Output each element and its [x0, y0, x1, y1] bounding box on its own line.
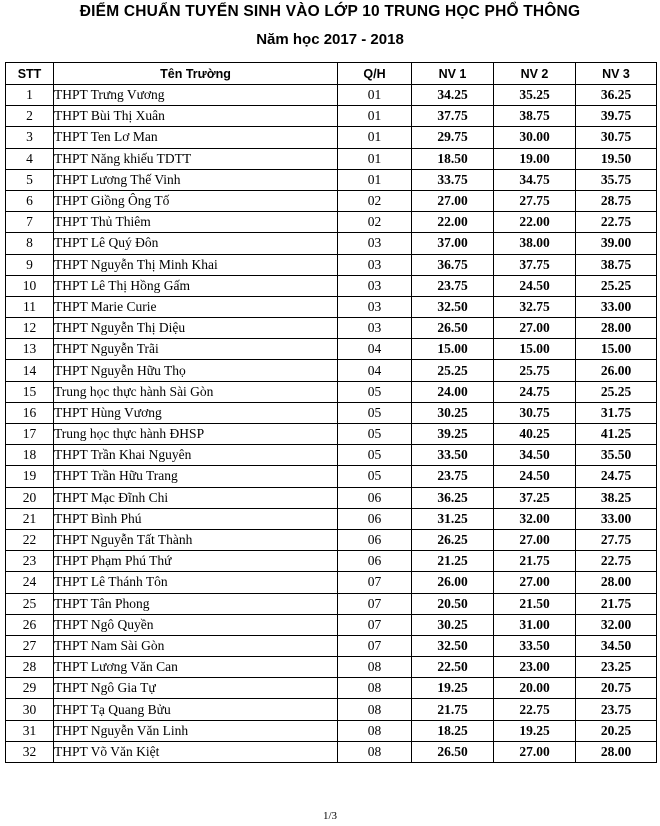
- row-nv1-score: 39.25: [412, 424, 494, 445]
- header-school-name: Tên Trường: [54, 63, 338, 85]
- row-nv2-score: 21.50: [494, 593, 576, 614]
- row-nv3-score: 31.75: [576, 402, 657, 423]
- row-district: 05: [338, 466, 412, 487]
- row-nv2-score: 19.00: [494, 148, 576, 169]
- row-district: 01: [338, 106, 412, 127]
- row-school-name: THPT Nguyễn Thị Minh Khai: [54, 254, 338, 275]
- row-nv3-score: 28.75: [576, 190, 657, 211]
- header-nv1: NV 1: [412, 63, 494, 85]
- row-nv3-score: 28.00: [576, 318, 657, 339]
- row-nv1-score: 18.50: [412, 148, 494, 169]
- row-nv2-score: 37.75: [494, 254, 576, 275]
- row-nv3-score: 15.00: [576, 339, 657, 360]
- row-stt: 18: [6, 445, 54, 466]
- row-nv3-score: 26.00: [576, 360, 657, 381]
- table-row: [6, 212, 657, 233]
- table-row: [6, 741, 657, 762]
- row-district: 08: [338, 657, 412, 678]
- row-nv3-score: 23.25: [576, 657, 657, 678]
- school-year-subtitle: Năm học 2017 - 2018: [256, 31, 404, 48]
- row-nv1-score: 15.00: [412, 339, 494, 360]
- row-stt: 25: [6, 593, 54, 614]
- row-nv1-score: 21.75: [412, 699, 494, 720]
- row-nv2-score: 15.00: [494, 339, 576, 360]
- row-nv3-score: 32.00: [576, 614, 657, 635]
- table-row: [6, 106, 657, 127]
- row-nv2-score: 27.75: [494, 190, 576, 211]
- row-nv3-score: 35.50: [576, 445, 657, 466]
- row-nv1-score: 36.75: [412, 254, 494, 275]
- row-stt: 1: [6, 85, 54, 106]
- row-nv1-score: 22.50: [412, 657, 494, 678]
- row-nv3-score: 25.25: [576, 381, 657, 402]
- row-stt: 27: [6, 635, 54, 656]
- table-row: [6, 169, 657, 190]
- row-nv1-score: 26.00: [412, 572, 494, 593]
- row-nv2-score: 19.25: [494, 720, 576, 741]
- table-row: [6, 254, 657, 275]
- row-stt: 20: [6, 487, 54, 508]
- row-nv1-score: 24.00: [412, 381, 494, 402]
- row-school-name: Trung học thực hành Sài Gòn: [54, 381, 338, 402]
- row-district: 01: [338, 169, 412, 190]
- row-nv2-score: 22.75: [494, 699, 576, 720]
- row-nv2-score: 38.00: [494, 233, 576, 254]
- row-school-name: THPT Mạc Đĩnh Chi: [54, 487, 338, 508]
- table-row: [6, 402, 657, 423]
- row-nv3-score: 22.75: [576, 551, 657, 572]
- row-nv2-score: 35.25: [494, 85, 576, 106]
- header-nv3: NV 3: [576, 63, 657, 85]
- row-stt: 29: [6, 678, 54, 699]
- row-nv3-score: 35.75: [576, 169, 657, 190]
- row-district: 06: [338, 487, 412, 508]
- row-stt: 9: [6, 254, 54, 275]
- row-district: 08: [338, 699, 412, 720]
- row-nv2-score: 27.00: [494, 741, 576, 762]
- row-nv2-score: 33.50: [494, 635, 576, 656]
- table-row: [6, 190, 657, 211]
- row-stt: 7: [6, 212, 54, 233]
- row-district: 07: [338, 635, 412, 656]
- row-district: 03: [338, 296, 412, 317]
- row-school-name: THPT Ten Lơ Man: [54, 127, 338, 148]
- row-district: 03: [338, 254, 412, 275]
- row-nv1-score: 34.25: [412, 85, 494, 106]
- row-nv1-score: 23.75: [412, 275, 494, 296]
- row-nv3-score: 20.75: [576, 678, 657, 699]
- row-stt: 15: [6, 381, 54, 402]
- row-nv3-score: 30.75: [576, 127, 657, 148]
- row-nv3-score: 36.25: [576, 85, 657, 106]
- row-nv1-score: 30.25: [412, 614, 494, 635]
- row-school-name: THPT Tân Phong: [54, 593, 338, 614]
- row-nv3-score: 39.75: [576, 106, 657, 127]
- table-row: [6, 318, 657, 339]
- row-district: 05: [338, 402, 412, 423]
- row-nv1-score: 36.25: [412, 487, 494, 508]
- row-nv3-score: 21.75: [576, 593, 657, 614]
- row-nv2-score: 30.75: [494, 402, 576, 423]
- table-row: [6, 657, 657, 678]
- row-nv1-score: 37.00: [412, 233, 494, 254]
- row-school-name: Trung học thực hành ĐHSP: [54, 424, 338, 445]
- row-stt: 5: [6, 169, 54, 190]
- row-district: 05: [338, 381, 412, 402]
- row-nv3-score: 27.75: [576, 529, 657, 550]
- row-stt: 13: [6, 339, 54, 360]
- table-row: [6, 85, 657, 106]
- table-row: [6, 593, 657, 614]
- row-nv3-score: 24.75: [576, 466, 657, 487]
- row-school-name: THPT Nam Sài Gòn: [54, 635, 338, 656]
- header-nv2: NV 2: [494, 63, 576, 85]
- row-school-name: THPT Nguyễn Thị Diệu: [54, 318, 338, 339]
- table-row: [6, 275, 657, 296]
- row-stt: 32: [6, 741, 54, 762]
- row-school-name: THPT Hùng Vương: [54, 402, 338, 423]
- row-nv1-score: 30.25: [412, 402, 494, 423]
- row-stt: 16: [6, 402, 54, 423]
- row-nv1-score: 37.75: [412, 106, 494, 127]
- row-nv3-score: 22.75: [576, 212, 657, 233]
- table-row: [6, 381, 657, 402]
- table-row: [6, 127, 657, 148]
- row-district: 05: [338, 424, 412, 445]
- row-nv1-score: 20.50: [412, 593, 494, 614]
- row-nv2-score: 27.00: [494, 572, 576, 593]
- row-stt: 31: [6, 720, 54, 741]
- table-row: [6, 699, 657, 720]
- row-nv2-score: 21.75: [494, 551, 576, 572]
- row-nv1-score: 27.00: [412, 190, 494, 211]
- row-school-name: THPT Phạm Phú Thứ: [54, 551, 338, 572]
- row-nv3-score: 38.25: [576, 487, 657, 508]
- row-district: 08: [338, 741, 412, 762]
- row-school-name: THPT Trưng Vương: [54, 85, 338, 106]
- row-stt: 22: [6, 529, 54, 550]
- row-nv2-score: 27.00: [494, 318, 576, 339]
- row-nv3-score: 33.00: [576, 296, 657, 317]
- table-row: [6, 466, 657, 487]
- row-stt: 14: [6, 360, 54, 381]
- header-stt: STT: [6, 63, 54, 85]
- row-nv3-score: 20.25: [576, 720, 657, 741]
- row-nv1-score: 19.25: [412, 678, 494, 699]
- row-stt: 2: [6, 106, 54, 127]
- row-nv3-score: 28.00: [576, 741, 657, 762]
- row-nv1-score: 32.50: [412, 635, 494, 656]
- row-nv2-score: 38.75: [494, 106, 576, 127]
- row-nv1-score: 22.00: [412, 212, 494, 233]
- table-row: [6, 148, 657, 169]
- table-body: [6, 85, 657, 763]
- row-district: 07: [338, 572, 412, 593]
- row-nv2-score: 24.75: [494, 381, 576, 402]
- row-school-name: THPT Võ Văn Kiệt: [54, 741, 338, 762]
- row-nv3-score: 28.00: [576, 572, 657, 593]
- row-school-name: THPT Nguyễn Tất Thành: [54, 529, 338, 550]
- row-nv1-score: 26.50: [412, 741, 494, 762]
- row-district: 01: [338, 85, 412, 106]
- table-row: [6, 678, 657, 699]
- row-school-name: THPT Năng khiếu TDTT: [54, 148, 338, 169]
- row-stt: 17: [6, 424, 54, 445]
- row-nv2-score: 23.00: [494, 657, 576, 678]
- row-stt: 12: [6, 318, 54, 339]
- row-nv2-score: 25.75: [494, 360, 576, 381]
- row-district: 08: [338, 678, 412, 699]
- row-nv1-score: 29.75: [412, 127, 494, 148]
- row-nv1-score: 26.50: [412, 318, 494, 339]
- table-row: [6, 339, 657, 360]
- row-nv2-score: 24.50: [494, 275, 576, 296]
- row-school-name: THPT Nguyễn Hữu Thọ: [54, 360, 338, 381]
- row-nv3-score: 38.75: [576, 254, 657, 275]
- table-header-row: [6, 63, 657, 85]
- row-district: 03: [338, 275, 412, 296]
- row-nv3-score: 41.25: [576, 424, 657, 445]
- row-school-name: THPT Lương Thế Vinh: [54, 169, 338, 190]
- admission-scores-table: [5, 62, 657, 763]
- row-nv2-score: 20.00: [494, 678, 576, 699]
- row-district: 05: [338, 445, 412, 466]
- row-nv2-score: 40.25: [494, 424, 576, 445]
- row-nv1-score: 33.75: [412, 169, 494, 190]
- row-school-name: THPT Trần Khai Nguyên: [54, 445, 338, 466]
- row-district: 04: [338, 360, 412, 381]
- row-stt: 11: [6, 296, 54, 317]
- row-nv3-score: 39.00: [576, 233, 657, 254]
- row-nv2-score: 31.00: [494, 614, 576, 635]
- page-number: 1/3: [322, 810, 338, 822]
- row-school-name: THPT Ngô Gia Tự: [54, 678, 338, 699]
- row-nv1-score: 33.50: [412, 445, 494, 466]
- row-nv2-score: 32.00: [494, 508, 576, 529]
- row-nv2-score: 32.75: [494, 296, 576, 317]
- row-stt: 26: [6, 614, 54, 635]
- row-school-name: THPT Lê Quý Đôn: [54, 233, 338, 254]
- row-nv2-score: 34.50: [494, 445, 576, 466]
- table-row: [6, 424, 657, 445]
- row-stt: 23: [6, 551, 54, 572]
- row-stt: 8: [6, 233, 54, 254]
- row-district: 03: [338, 318, 412, 339]
- row-nv2-score: 34.75: [494, 169, 576, 190]
- row-stt: 30: [6, 699, 54, 720]
- row-school-name: THPT Nguyễn Văn Linh: [54, 720, 338, 741]
- row-nv2-score: 37.25: [494, 487, 576, 508]
- table-row: [6, 508, 657, 529]
- table-row: [6, 529, 657, 550]
- row-stt: 10: [6, 275, 54, 296]
- row-stt: 21: [6, 508, 54, 529]
- row-school-name: THPT Bùi Thị Xuân: [54, 106, 338, 127]
- table-row: [6, 445, 657, 466]
- row-district: 07: [338, 614, 412, 635]
- table-row: [6, 614, 657, 635]
- row-school-name: THPT Thủ Thiêm: [54, 212, 338, 233]
- table-row: [6, 296, 657, 317]
- row-nv1-score: 31.25: [412, 508, 494, 529]
- header-district: Q/H: [338, 63, 412, 85]
- table-row: [6, 572, 657, 593]
- row-nv2-score: 22.00: [494, 212, 576, 233]
- row-school-name: THPT Marie Curie: [54, 296, 338, 317]
- row-nv3-score: 19.50: [576, 148, 657, 169]
- table-row: [6, 551, 657, 572]
- row-school-name: THPT Lê Thị Hồng Gấm: [54, 275, 338, 296]
- row-stt: 28: [6, 657, 54, 678]
- row-nv1-score: 23.75: [412, 466, 494, 487]
- row-nv2-score: 30.00: [494, 127, 576, 148]
- table-row: [6, 487, 657, 508]
- row-school-name: THPT Lê Thánh Tôn: [54, 572, 338, 593]
- row-school-name: THPT Nguyễn Trãi: [54, 339, 338, 360]
- row-nv3-score: 34.50: [576, 635, 657, 656]
- table-row: [6, 233, 657, 254]
- row-nv1-score: 26.25: [412, 529, 494, 550]
- row-stt: 24: [6, 572, 54, 593]
- row-district: 02: [338, 212, 412, 233]
- row-stt: 4: [6, 148, 54, 169]
- row-district: 02: [338, 190, 412, 211]
- row-nv1-score: 32.50: [412, 296, 494, 317]
- row-nv1-score: 18.25: [412, 720, 494, 741]
- table-row: [6, 360, 657, 381]
- row-stt: 3: [6, 127, 54, 148]
- row-district: 06: [338, 529, 412, 550]
- row-nv3-score: 33.00: [576, 508, 657, 529]
- row-nv3-score: 23.75: [576, 699, 657, 720]
- row-district: 01: [338, 127, 412, 148]
- row-district: 07: [338, 593, 412, 614]
- row-school-name: THPT Trần Hữu Trang: [54, 466, 338, 487]
- row-district: 01: [338, 148, 412, 169]
- row-nv2-score: 27.00: [494, 529, 576, 550]
- row-district: 06: [338, 508, 412, 529]
- row-nv3-score: 25.25: [576, 275, 657, 296]
- table-row: [6, 720, 657, 741]
- row-school-name: THPT Lương Văn Can: [54, 657, 338, 678]
- row-nv1-score: 21.25: [412, 551, 494, 572]
- row-district: 03: [338, 233, 412, 254]
- row-stt: 19: [6, 466, 54, 487]
- row-district: 08: [338, 720, 412, 741]
- row-nv1-score: 25.25: [412, 360, 494, 381]
- document-title: ĐIỂM CHUẨN TUYỂN SINH VÀO LỚP 10 TRUNG HỌC PHỔ THÔNG: [79, 3, 581, 20]
- row-nv2-score: 24.50: [494, 466, 576, 487]
- row-school-name: THPT Giồng Ông Tố: [54, 190, 338, 211]
- row-school-name: THPT Bình Phú: [54, 508, 338, 529]
- row-school-name: THPT Tạ Quang Bửu: [54, 699, 338, 720]
- row-stt: 6: [6, 190, 54, 211]
- table-row: [6, 635, 657, 656]
- row-district: 04: [338, 339, 412, 360]
- row-district: 06: [338, 551, 412, 572]
- row-school-name: THPT Ngô Quyền: [54, 614, 338, 635]
